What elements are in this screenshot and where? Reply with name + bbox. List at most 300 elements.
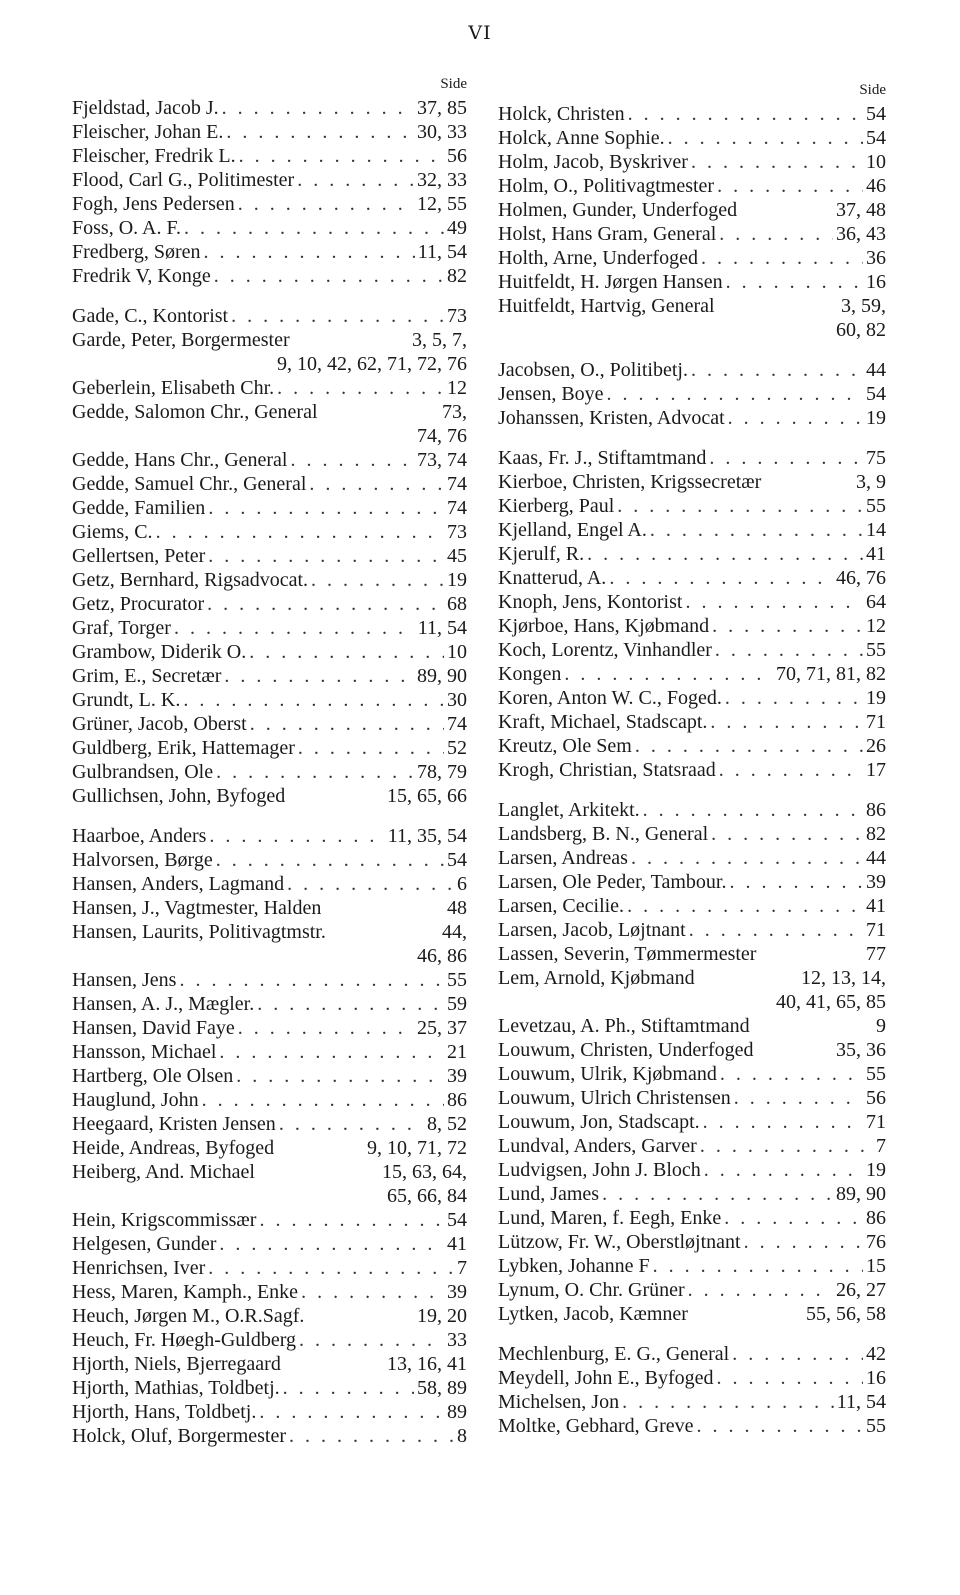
index-entry [72,96,467,120]
index-entry [72,592,467,616]
dot-leader [701,246,863,270]
group-spacer [498,1326,886,1342]
entry-name: Knoph, Jens, Kontorist [498,591,683,613]
entry-pages: 86 [447,1089,467,1111]
dot-leader [279,1112,424,1136]
entry-name: Koch, Lorentz, Vinhandler [498,639,712,661]
entry-name: Johanssen, Kristen, Advocat [498,407,725,429]
entry-pages: 71 [866,919,886,941]
index-entry [72,712,467,736]
index-entry [72,264,467,288]
dot-leader [715,638,863,662]
dot-leader [691,150,863,174]
dot-leader [209,824,384,848]
entry-name: Levetzau, A. Ph., Stiftamtmand [498,1015,750,1037]
entry-pages: 30 [447,689,467,711]
entry-name: Lassen, Severin, Tømmermester [498,943,757,965]
entry-name: Graf, Torger [72,617,171,639]
index-entry [498,734,886,758]
dot-leader [207,592,444,616]
index-entry [498,966,886,990]
index-entry [498,1014,886,1038]
entry-pages: 73, 74 [417,449,467,471]
entry-name: Gulbrandsen, Ole [72,761,214,783]
dot-leader [204,240,415,264]
dot-leader [208,1256,454,1280]
dot-leader [174,616,415,640]
index-entry [72,304,467,328]
group-spacer [498,342,886,358]
dot-leader [617,494,863,518]
entry-pages: 55 [866,639,886,661]
entry-pages: 36, 43 [836,223,886,245]
entry-pages: 74 [447,713,467,735]
entry-name: Kreutz, Ole Sem [498,735,632,757]
entry-pages: 33 [447,1329,467,1351]
index-entry [498,1390,886,1414]
dot-leader [717,174,863,198]
dot-leader [720,1062,863,1086]
entry-name: Heuch, Fr. Høegh-Guldberg [72,1329,297,1351]
entry-pages: 15, 65, 66 [387,785,467,807]
entry-pages: 52 [447,737,467,759]
entry-name: Larsen, Andreas [498,847,628,869]
entry-pages: 9 [876,1015,886,1037]
entry-name: Fleischer, Johan E. [72,121,224,143]
index-entry [498,446,886,470]
index-entry [72,872,467,896]
index-entry [498,1254,886,1278]
entry-pages: 76 [866,1231,886,1253]
index-entry [498,686,886,710]
entry-name: Michelsen, Jon [498,1391,620,1413]
entry-name: Kjelland, Engel A. [498,519,647,541]
entry-name: Fleischer, Fredrik L. [72,145,236,167]
entry-pages: 11, 35, 54 [387,825,467,847]
dot-leader [653,1254,863,1278]
dot-leader [283,1376,414,1400]
dot-leader [231,304,444,328]
dot-leader [602,1182,833,1206]
entry-pages: 86 [866,1207,886,1229]
dot-leader [700,1134,873,1158]
entry-name: Jacobsen, O., Politibetj. [498,359,688,381]
index-entry [498,198,886,222]
index-entry [72,1088,467,1112]
dot-leader [725,686,863,710]
entry-pages: 3, 59, [841,295,886,317]
index-entry [498,566,886,590]
entry-pages: 11, 54 [417,617,467,639]
index-entry [498,590,886,614]
dot-leader [724,1206,863,1230]
entry-pages: 9, 10, 71, 72 [367,1137,467,1159]
entry-pages: 64 [866,591,886,613]
index-entry [72,520,467,544]
dot-leader [156,520,444,544]
dot-leader [628,102,863,126]
index-entry [498,270,886,294]
index-entry [498,126,886,150]
index-entry [498,1414,886,1438]
index-entry [72,688,467,712]
index-entry [498,662,886,686]
dot-leader [297,168,414,192]
dot-leader [287,872,454,896]
entry-name: Grüner, Jacob, Oberst [72,713,247,735]
entry-pages: 35, 36 [836,1039,886,1061]
dot-leader [301,1280,444,1304]
entry-pages: 41 [866,895,886,917]
entry-pages: 73 [447,521,467,543]
dot-leader [239,144,444,168]
entry-pages: 19 [866,1159,886,1181]
entry-pages: 68 [447,593,467,615]
dot-leader [298,736,444,760]
index-entry [498,710,886,734]
dot-leader [277,376,444,400]
index-entry [498,1182,886,1206]
dot-leader [257,992,444,1016]
entry-pages: 19 [866,407,886,429]
entry-name: Holck, Oluf, Borgermester [72,1425,287,1447]
entry-pages: 8 [457,1425,467,1447]
index-entry [72,1016,467,1040]
dot-leader [259,1208,444,1232]
entry-name: Knatterud, A. [498,567,607,589]
entry-name: Fogh, Jens Pedersen [72,193,235,215]
entry-name: Louwum, Christen, Underfoged [498,1039,754,1061]
entry-name: Hess, Maren, Kamph., Enke [72,1281,299,1303]
entry-pages: 74 [447,473,467,495]
entry-pages: 55 [866,495,886,517]
index-entry [498,1038,886,1062]
index-entry [72,240,467,264]
dot-leader [208,544,444,568]
index-entry [498,1110,886,1134]
index-entry [72,400,467,424]
entry-name: Hansen, Laurits, Politivagtmstr. [72,921,326,943]
index-entry [72,1040,467,1064]
entry-name: Fredrik V, Konge [72,265,211,287]
index-entry [498,222,886,246]
dot-leader [222,96,414,120]
entry-pages: 13, 16, 41 [387,1353,467,1375]
index-entry [72,1208,467,1232]
index-entry [498,518,886,542]
dot-leader [259,1400,444,1424]
entry-pages: 16 [866,1367,886,1389]
entry-name: Huitfeldt, H. Jørgen Hansen [498,271,723,293]
entry-pages: 82 [866,823,886,845]
entry-name: Holck, Anne Sophie. [498,127,665,149]
index-entry [72,824,467,848]
entry-pages: 89, 90 [836,1183,886,1205]
entry-pages: 26, 27 [836,1279,886,1301]
entry-name: Langlet, Arkitekt. [498,799,640,821]
entry-name: Holm, O., Politivagtmester [498,175,715,197]
entry-pages: 70, 71, 81, 82 [776,663,886,685]
index-entry [498,174,886,198]
index-entry [498,870,886,894]
entry-name: Kjørboe, Hans, Kjøbmand [498,615,710,637]
index-entry [498,798,886,822]
index-entry [72,760,467,784]
index-entry [498,246,886,270]
entry-name: Heide, Andreas, Byfoged [72,1137,275,1159]
entry-pages: 37, 48 [836,199,886,221]
entry-pages: 10 [866,151,886,173]
dot-leader [726,270,863,294]
entry-pages: 14 [866,519,886,541]
entry-name: Kongen [498,663,562,685]
entry-name: Heegaard, Kristen Jensen [72,1113,276,1135]
index-entry [498,102,886,126]
index-entry [498,1302,886,1326]
dot-leader [668,126,863,150]
entry-pages-continued: 65, 66, 84 [387,1185,467,1207]
entry-pages: 3, 5, 7, [412,329,467,351]
index-entry [72,1400,467,1424]
dot-leader [728,406,863,430]
entry-name: Lybken, Johanne F [498,1255,650,1277]
index-entry [72,144,467,168]
dot-leader [719,222,833,246]
index-entry [72,1232,467,1256]
index-entry [72,664,467,688]
entry-pages: 59 [447,993,467,1015]
index-entry [498,542,886,566]
dot-leader [291,448,415,472]
dot-leader [688,1278,833,1302]
index-entry [498,846,886,870]
entry-name: Getz, Bernhard, Rigsadvocat. [72,569,309,591]
entry-pages: 30, 33 [417,121,467,143]
dot-leader [685,590,863,614]
entry-pages: 11, 54 [417,241,467,263]
entry-pages: 11, 54 [836,1391,886,1413]
index-column-right [498,82,886,1438]
index-entry [498,942,886,966]
index-entry [498,1062,886,1086]
entry-name: Halvorsen, Børge [72,849,213,871]
entry-pages: 44, [442,921,467,943]
index-entry [498,822,886,846]
entry-name: Gellertsen, Peter [72,545,206,567]
entry-pages: 42 [866,1343,886,1365]
entry-name: Henrichsen, Iver [72,1257,206,1279]
entry-name: Grundt, L. K. [72,689,181,711]
entry-pages: 46 [866,175,886,197]
entry-name: Heiberg, And. Michael [72,1161,255,1183]
index-entry [498,758,886,782]
entry-pages-continued: 9, 10, 42, 62, 71, 72, 76 [277,353,467,375]
dot-leader [311,568,444,592]
entry-name: Kierberg, Paul [498,495,615,517]
dot-leader [219,1040,444,1064]
entry-pages: 58, 89 [417,1377,467,1399]
entry-name: Jensen, Boye [498,383,604,405]
entry-name: Huitfeldt, Hartvig, General [498,295,715,317]
entry-pages: 26 [866,735,886,757]
entry-name: Gedde, Salomon Chr., General [72,401,318,423]
index-entry [72,1064,467,1088]
entry-name: Louwum, Ulrich Christensen [498,1087,731,1109]
group-spacer [72,288,467,304]
entry-pages: 19, 20 [417,1305,467,1327]
entry-pages: 44 [866,847,886,869]
entry-name: Lund, Maren, f. Eegh, Enke [498,1207,722,1229]
dot-leader [179,968,444,992]
entry-name: Haarboe, Anders [72,825,207,847]
dot-leader [250,712,444,736]
entry-pages: 39 [866,871,886,893]
dot-leader [744,1230,863,1254]
entry-pages: 74 [447,497,467,519]
dot-leader [238,192,414,216]
index-entry [72,1328,467,1352]
entry-name: Gedde, Familien [72,497,206,519]
dot-leader [587,542,863,566]
entry-name: Lytken, Jacob, Kæmner [498,1303,688,1325]
index-entry [498,150,886,174]
index-entry [498,406,886,430]
entry-pages: 12 [447,377,467,399]
index-entry [498,894,886,918]
entry-name: Hjorth, Hans, Toldbetj. [72,1401,257,1423]
dot-leader [631,846,863,870]
entry-pages: 15, 63, 64, [382,1161,467,1183]
entry-pages: 77 [866,943,886,965]
index-entry [72,848,467,872]
group-spacer [498,782,886,798]
group-spacer [72,808,467,824]
dot-leader [712,614,863,638]
index-entry [72,192,467,216]
entry-pages: 12, 13, 14, [801,967,886,989]
entry-pages: 56 [447,145,467,167]
entry-pages: 39 [447,1281,467,1303]
entry-name: Flood, Carl G., Politimester [72,169,295,191]
entry-pages: 71 [866,711,886,733]
entry-pages: 89, 90 [417,665,467,687]
entry-name: Lund, James [498,1183,600,1205]
index-entry [72,1112,467,1136]
entry-name: Grambow, Diderik O. [72,641,247,663]
entry-pages: 7 [457,1257,467,1279]
entry-name: Grim, E., Secretær [72,665,222,687]
entry-pages: 7 [876,1135,886,1157]
dot-leader [691,358,863,382]
dot-leader [627,894,863,918]
entry-pages: 10 [447,641,467,663]
index-entry [498,638,886,662]
entry-name: Larsen, Ole Peder, Tambour. [498,871,727,893]
index-entry [498,382,886,406]
dot-leader [643,798,863,822]
entry-pages: 55, 56, 58 [806,1303,886,1325]
entry-name: Lundval, Anders, Garver [498,1135,697,1157]
entry-name: Louwum, Ulrik, Kjøbmand [498,1063,717,1085]
entry-name: Hansen, Jens [72,969,177,991]
index-entry [72,1280,467,1304]
dot-leader [689,918,863,942]
entry-pages: 78, 79 [417,761,467,783]
dot-leader [216,848,444,872]
dot-leader [309,472,444,496]
index-entry [498,614,886,638]
entry-pages-continued: 40, 41, 65, 85 [776,991,886,1013]
dot-leader [183,688,444,712]
entry-pages: 73, [442,401,467,423]
dot-leader [709,446,863,470]
entry-pages: 44 [866,359,886,381]
entry-name: Ludvigsen, John J. Bloch [498,1159,701,1181]
entry-pages: 46, 76 [836,567,886,589]
index-entry [72,328,467,352]
index-entry [498,1086,886,1110]
index-entry [72,568,467,592]
entry-pages: 75 [866,447,886,469]
entry-pages: 54 [866,127,886,149]
index-entry [72,1160,467,1184]
entry-name: Giems, C. [72,521,153,543]
index-entry [72,896,467,920]
dot-leader [214,264,444,288]
index-entry [72,616,467,640]
entry-name: Foss, O. A. F. [72,217,181,239]
entry-pages: 54 [447,849,467,871]
dot-leader [704,1158,863,1182]
index-entry [72,1424,467,1448]
index-entry [498,1206,886,1230]
entry-pages: 37, 85 [417,97,467,119]
entry-pages: 36 [866,247,886,269]
entry-name: Moltke, Gebhard, Greve [498,1415,694,1437]
index-entry [498,470,886,494]
entry-name: Kjerulf, R. [498,543,585,565]
index-entry [72,1304,467,1328]
index-entry [72,992,467,1016]
entry-pages: 54 [447,1209,467,1231]
dot-leader [289,1424,454,1448]
dot-leader [236,1064,444,1088]
entry-name: Geberlein, Elisabeth Chr. [72,377,275,399]
entry-pages: 71 [866,1111,886,1133]
dot-leader [635,734,863,758]
index-entry [72,1136,467,1160]
entry-name: Kierboe, Christen, Krigssecretær [498,471,762,493]
entry-name: Holst, Hans Gram, General [498,223,717,245]
entry-name: Larsen, Cecilie. [498,895,625,917]
index-entry [498,358,886,382]
entry-pages: 17 [866,759,886,781]
index-entry [72,736,467,760]
entry-name: Getz, Procurator [72,593,205,615]
entry-pages: 48 [447,897,467,919]
dot-leader [710,710,863,734]
entry-pages: 86 [866,799,886,821]
entry-name: Kaas, Fr. J., Stiftamtmand [498,447,707,469]
entry-name: Hauglund, John [72,1089,199,1111]
side-label: Side [440,76,467,92]
index-entry [72,376,467,400]
entry-pages: 54 [866,103,886,125]
entry-name: Hansson, Michael [72,1041,217,1063]
entry-name: Gullichsen, John, Byfoged [72,785,286,807]
dot-leader [564,662,773,686]
index-entry [498,294,886,318]
